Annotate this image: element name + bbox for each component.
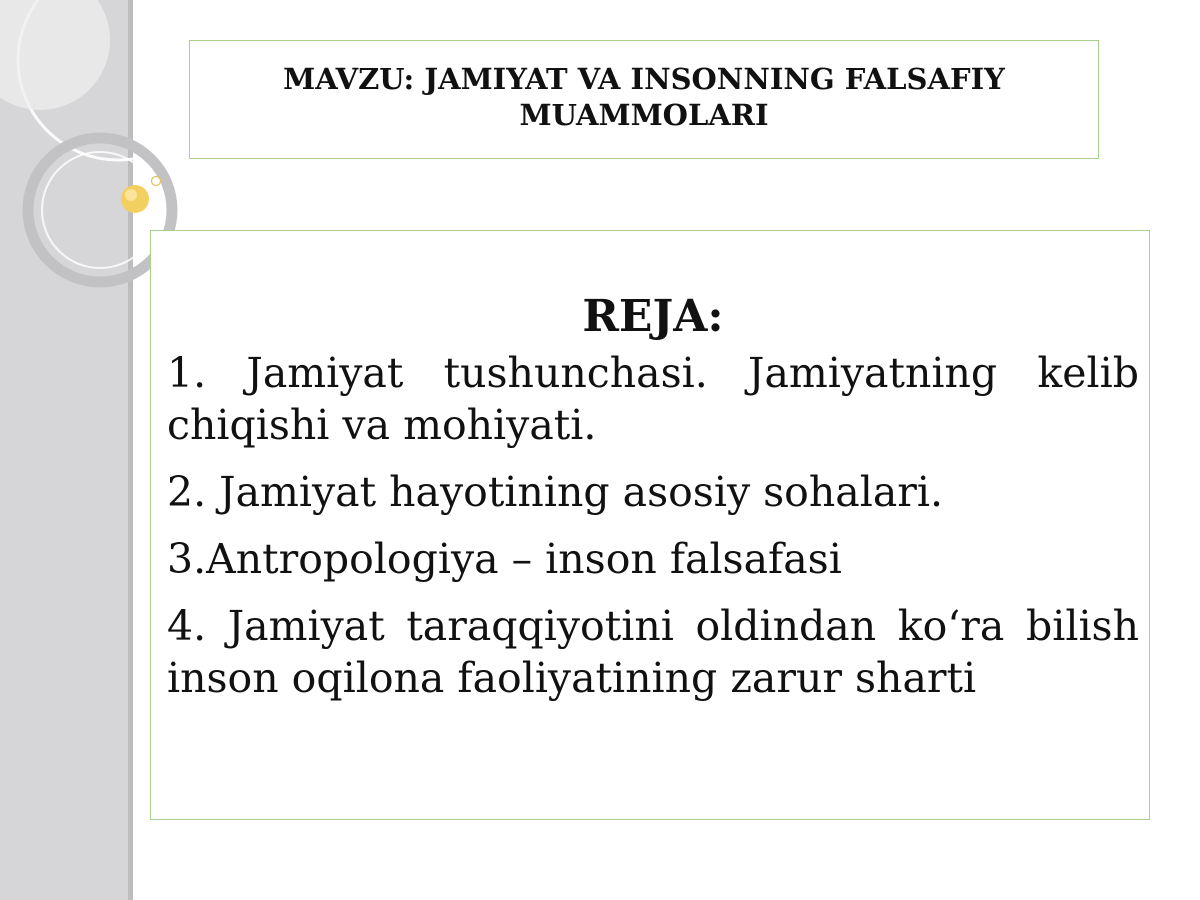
soft-circle-decoration bbox=[0, 0, 110, 110]
plan-heading: REJA: bbox=[582, 291, 724, 342]
plan-content bbox=[167, 289, 1139, 719]
plan-item: 4. Jamiyat taraqqiyotini oldindan ko‘ra bilish inson oqilona faoliyatining zarur sharti bbox=[167, 602, 1139, 702]
plan-item: 1. Jamiyat tushunchasi. Jamiyatning kelib chiqishi va mohiyati. bbox=[167, 349, 1139, 449]
plan-item: 3.Antropologiya – inson falsafasi bbox=[167, 535, 842, 583]
plan-item: 2. Jamiyat hayotining asosiy sohalari. bbox=[167, 468, 944, 516]
content-box bbox=[150, 230, 1150, 820]
gold-dot-highlight bbox=[125, 189, 137, 201]
small-dot-decoration bbox=[152, 177, 161, 186]
title-box bbox=[189, 40, 1099, 159]
slide-title: MAVZU: JAMIYAT VA INSONNING FALSAFIY MUAMMOLARI bbox=[283, 61, 1005, 132]
